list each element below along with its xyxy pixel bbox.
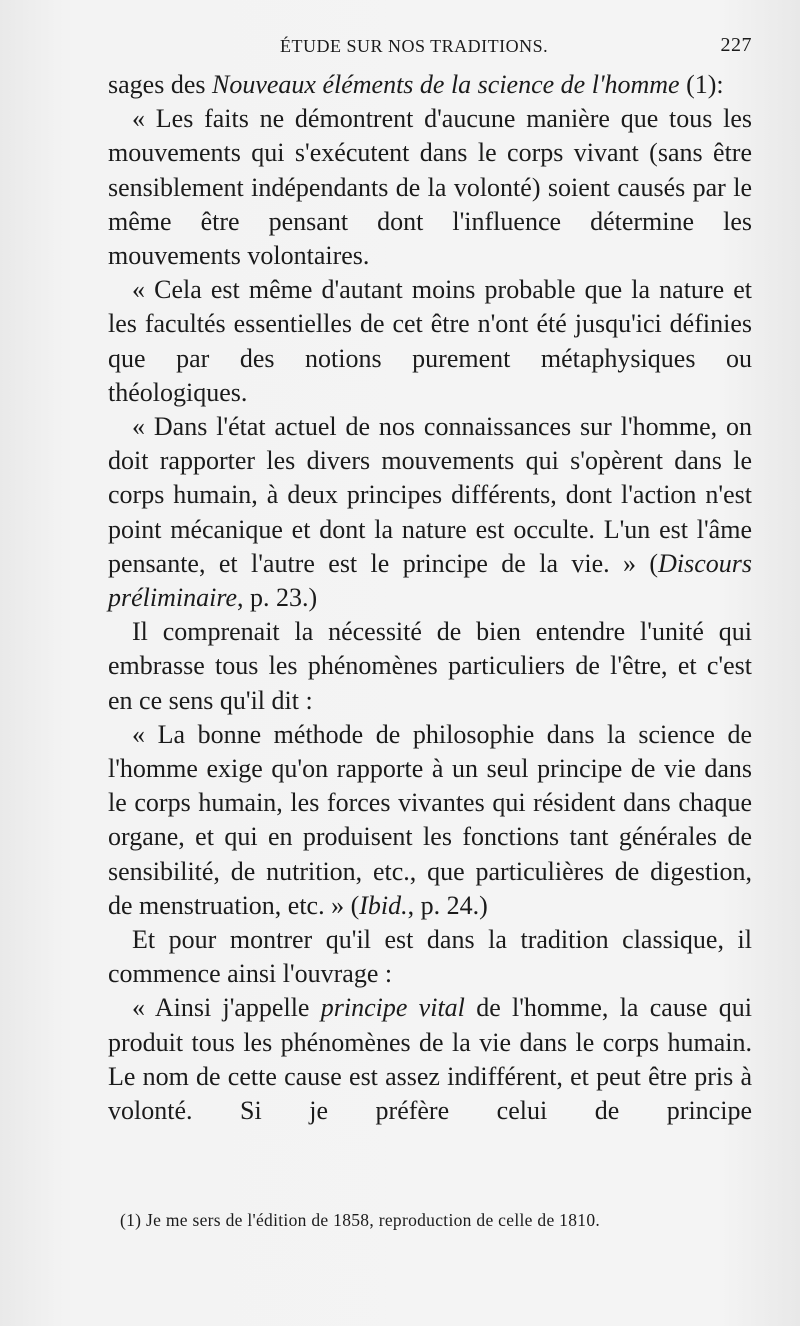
text-run: sages des [108,70,212,99]
text-run: « Dans l'état actuel de nos connaissances sur l'homme, on doit rapporter les divers mouvements qui s'opèrent dans le corps humain, à deux principes différents, dont l'action n'est point mécanique et dont la nature est occulte. L'un est l'âme pensante, et l'autre est le principe de la vie. » ( [108,412,752,578]
text-run: , p. 23.) [237,583,318,613]
text-run: (1): [679,70,724,99]
quotation-paragraph [108,102,752,273]
italic-text: Nouveaux éléments de la science de l'homme [211,70,680,99]
text-run: Et pour montrer qu'il est dans la tradition classique, il commence ainsi l'ouvrage : [108,925,752,989]
text-run: , p. 24.) [407,890,488,920]
text-run: « Les faits ne démontrent d'aucune manière que tous les mouvements qui s'exécutent dans le corps vivant (sans être sensiblement indépendants de la volonté) soient causés par le même être pensant dont l'influence détermine les mouvements volontaires. [108,104,752,271]
paragraph [108,615,752,718]
quotation-paragraph [108,718,752,923]
text-run: « La bonne méthode de philosophie dans la science de l'homme exige qu'on rapporte à un seul principe de vie dans le corps humain, les forces vivantes qui résident dans chaque organe, et qui en produisent les fonctions tant générales de sensibilité, de nutrition, etc., que particulières de digestion, de menstruation, etc. » ( [108,719,752,920]
text-run: Il comprenait la nécessité de bien entendre l'unité qui embrasse tous les phénomènes particuliers de l'être, et c'est en ce sens qu'il dit : [108,617,752,715]
quotation-paragraph [108,273,752,410]
quotation-paragraph [108,410,752,615]
body-text [108,68,752,1128]
running-title: ÉTUDE SUR NOS TRADITIONS. [280,36,549,56]
page-header [108,30,752,60]
italic-text: Ibid. [359,890,408,920]
italic-text: Discours préliminaire [108,548,752,613]
italic-text: principe vital [320,993,465,1023]
paragraph [108,923,752,991]
footnote: (1) Je me sers de l'édition de 1858, reproduction de celle de 1810. [120,1210,601,1230]
quotation-paragraph [108,991,752,1128]
paragraph [108,68,752,102]
text-run: « Ainsi j'appelle [132,993,321,1023]
page-number: 227 [720,34,752,56]
text-run: de l'homme, la cause qui produit tous les phénomènes de la vie dans le corps humain. Le nom de cette cause est assez indifférent, et peut être pris à volonté. Si je préfère celui de principe [108,993,752,1126]
text-run: « Cela est même d'autant moins probable que la nature et les facultés essentielles de cet être n'ont été jusqu'ici définies que par des notions purement métaphysiques ou théologiques. [108,275,752,407]
